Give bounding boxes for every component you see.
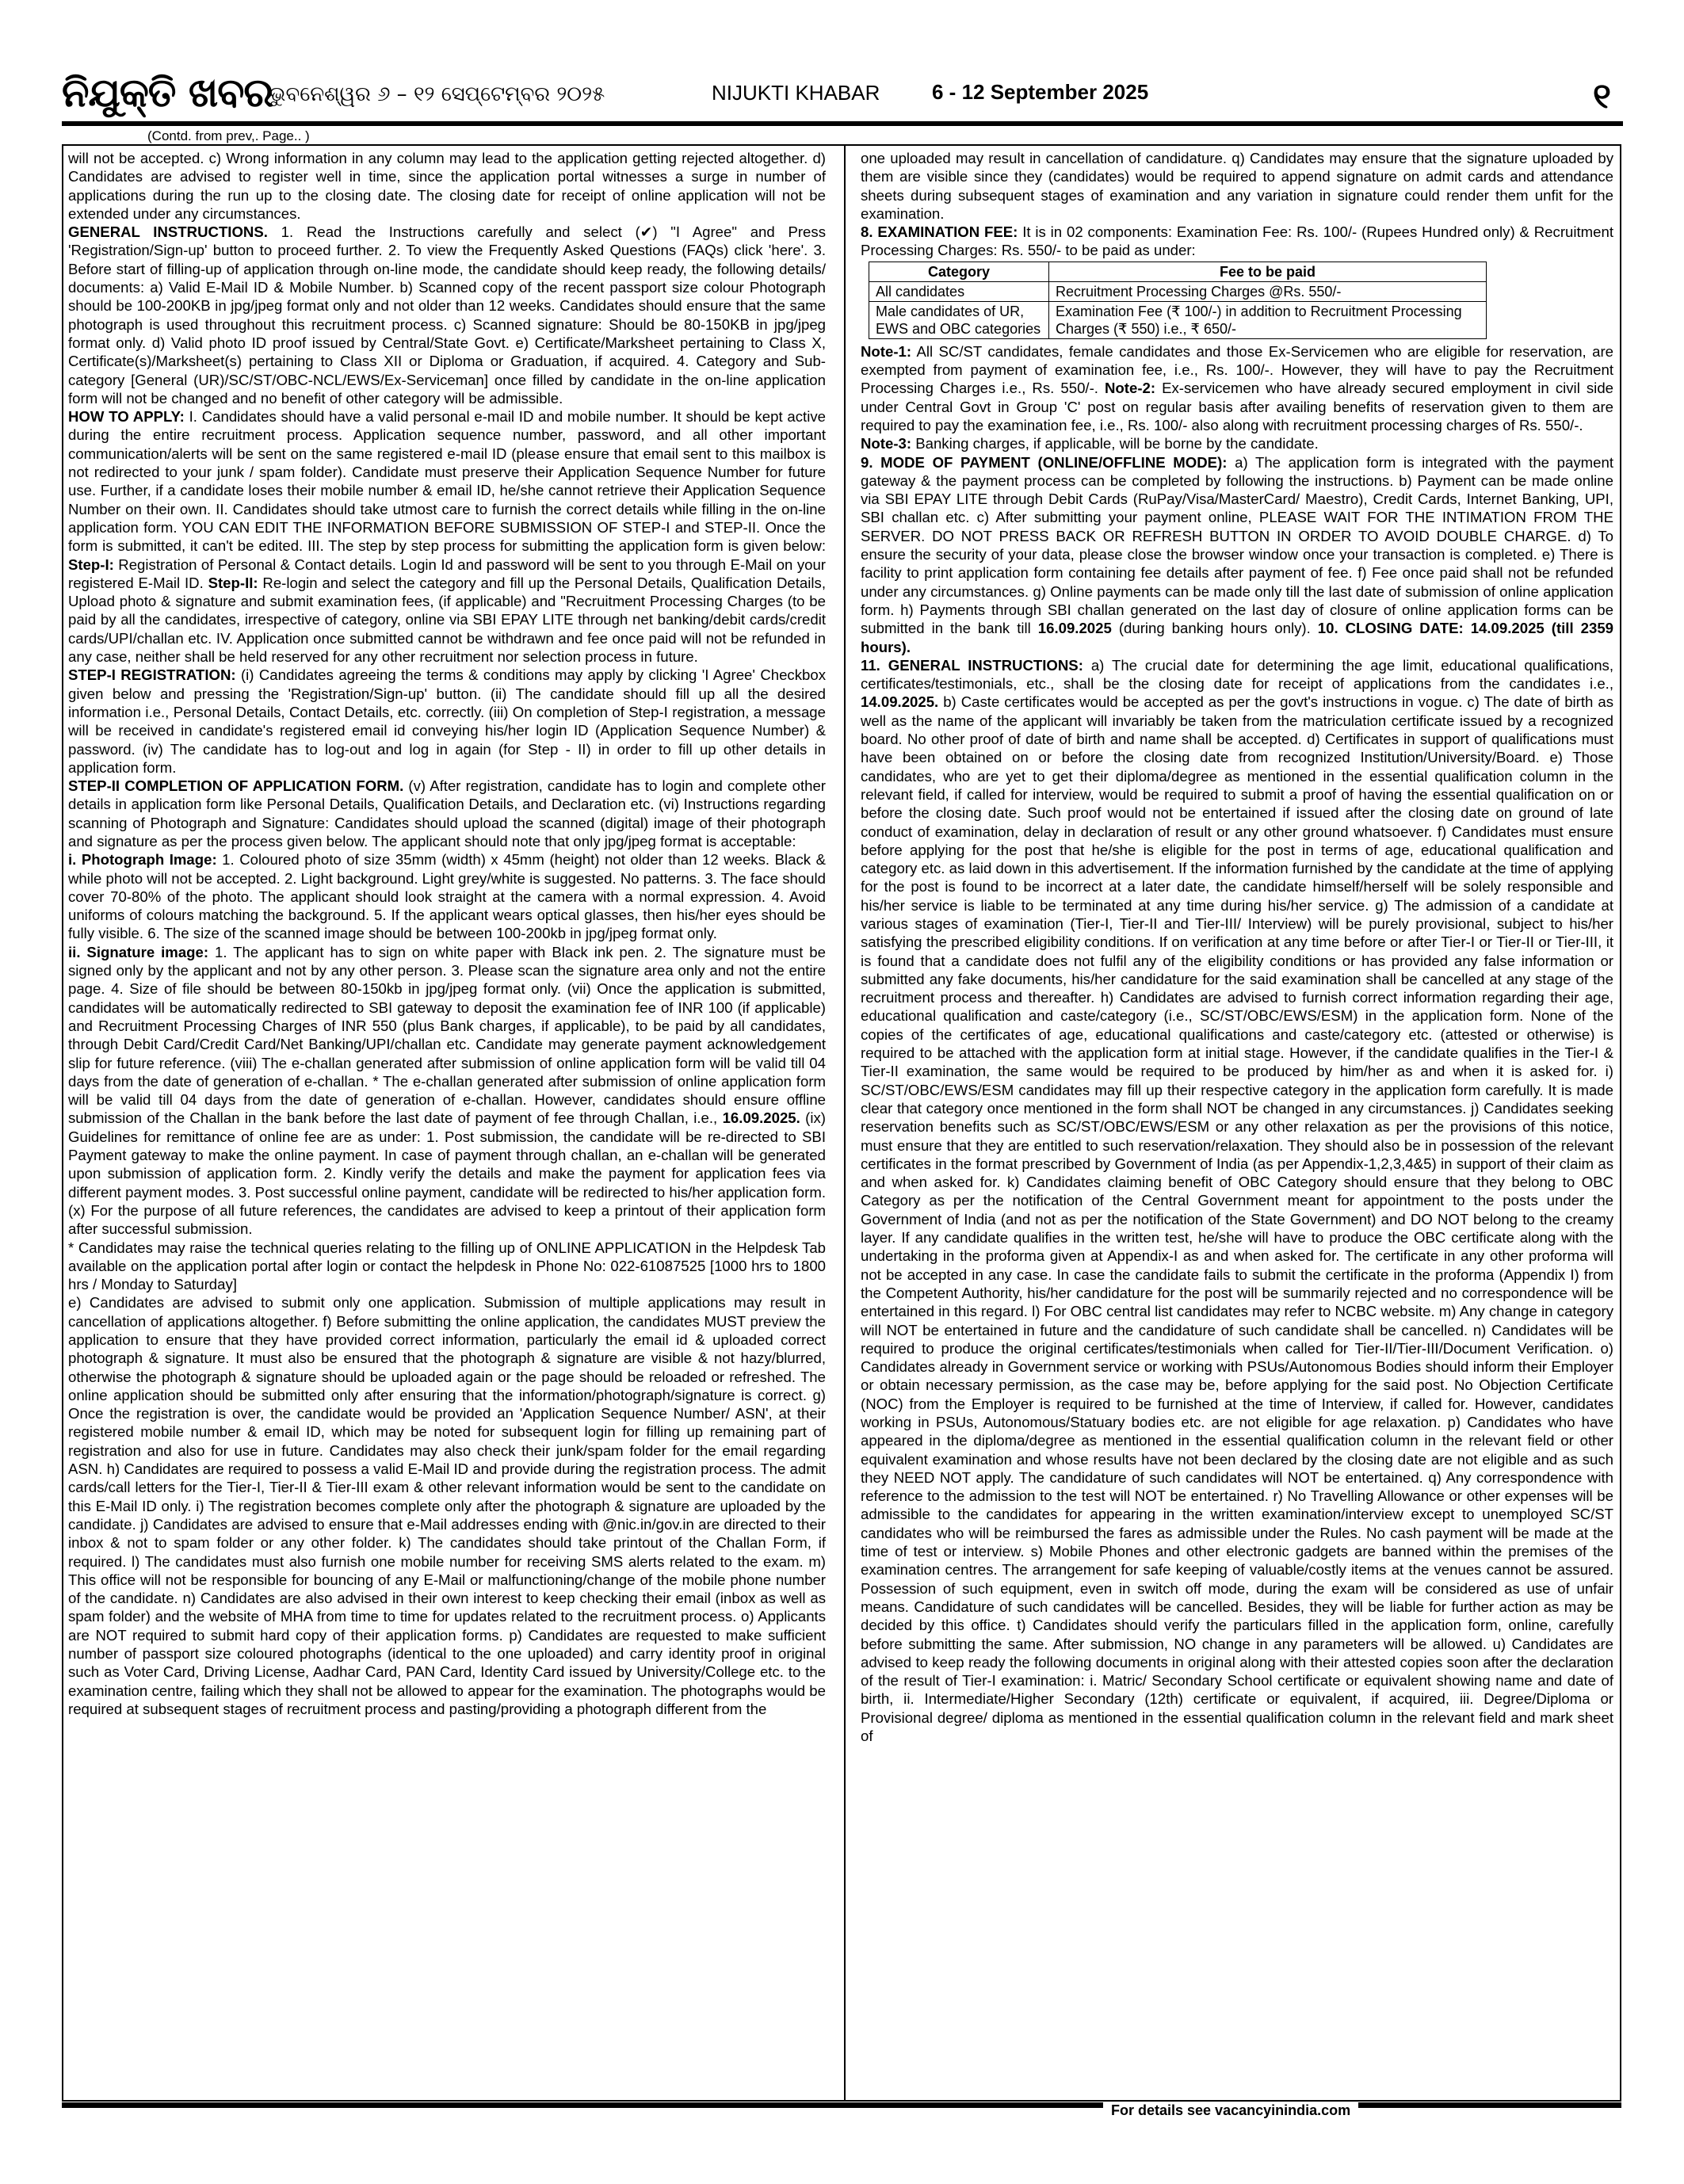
- paragraph-text: 1. The applicant has to sign on white paper with Black ink pen. 2. The signature must be signed only by the applicant and not by any other person. 3. Please scan the signature area only and not the entire page. 4. Size of file should be between 80-150kb in jpg/jpeg format only. (vii) Once the application is submitted, candidates will be automatically redirected to SBI gateway to deposit the examination fee of INR 100 (if applicable) and Recruitment Processing Charges of INR 550 (plus Bank charges, if applicable), to be paid by all candidates, through Debit Card/Credit Card/Net Banking/UPI/challan etc. Candidate may generate payment acknowledgement slip for future reference. (viii) The e-challan generated after submission of online application form will be valid till 04 days from the date of generation of e-challan. * The e-challan generated after submission of online application form will be valid till 04 days from the date of generation of e-challan. However, candidates should ensure offline submission of the Challan in the bank before the last date of payment of fee through Challan, i.e.,: [68, 943, 826, 1127]
- odia-dateline: ଭୁବନେଶ୍ୱର ୬ – ୧୨ ସେପ୍ଟେମ୍ବର ୨୦୨୫: [269, 82, 605, 106]
- paragraph-text: Registration of Personal & Contact details. Login Id and password will be sent to you through E-Mail on your registered E-Mail ID.: [68, 556, 826, 591]
- inline-heading: Step-I:: [68, 556, 114, 573]
- paragraph-text: It is in 02 components: Examination Fee: Rs. 100/- (Rupees Hundred only) & Recruitment Processing Charges: Rs. 550/- to be paid as under:: [861, 223, 1613, 259]
- fee-table: [869, 262, 1487, 339]
- paragraph-text: b) Caste certificates would be accepted as per the govt's instructions in vogue. c) The date of birth as well as the name of the applicant will invariably be taken from the matriculation certificate issued by a recognized board. No other proof of date of birth and name shall be accepted. d) Certificates in support of qualifications must have been obtained on or before the closing date from recognized Institution/University/Board. e) Those candidates, who are yet to get their diploma/degree as mentioned in the essential qualification column in the relevant field, if called for interview, would be required to submit a proof of having the essential qualification on or before the closing date. Such proof would not be entertained if issued after the closing date on ground of late conduct of examination, delay in declaration of result or any other ground whatsoever. f) Candidates must ensure before applying for the post that he/she is eligible for the post in terms of age, educational qualification and category etc. as laid down in this advertisement. If the information furnished by the candidate at the time of applying for the post is found to be incorrect at a later date, the candidate himself/herself will be solely responsible and his/her service is liable to be terminated at any time during his/her service. g) The admission of a candidate at various stages of examination (Tier-I, Tier-II and Tier-III/ Interview) will be purely provisional, subject to his/her satisfying the prescribed eligibility conditions. If on verification at any time before or after Tier-I or Tier-II or Tier-III, it is found that a candidate does not fulfil any of the eligibility conditions or has provided any false information or submitted any fake documents, his/her candidature for the said examination shall be cancelled at any stage of the recruitment process and thereafter. h) Candidates are advised to furnish correct information regarding their age, educational qualification and caste/category (i.e., SC/ST/OBC/EWS/ESM) in the application form. None of the copies of the certificates of age, educational qualifications and caste/category etc. (attested or otherwise) is required to be attached with the application form at initial stage. However, if the candidate qualifies in the Tier-I & Tier-II examination, the same would be required to be produced by him/her as and when it is asked for. i) SC/ST/OBC/EWS/ESM candidates may fill up their respective category in the application form carefully. It is made clear that category once mentioned in the form shall NOT be changed in any circumstances. j) Candidates seeking reservation benefits such as SC/ST/OBC/EWS/ESM or any other relaxation as per the provisions of this notice, must ensure that they are entitled to such reservation/relaxation. They should also be in possession of the relevant certificates in the format prescribed by Government of India (as per Appendix-1,2,3,4&5) in support of their claim as and when asked for. k) Candidates claiming benefit of OBC Category should ensure that they belong to OBC Category as per the notification of the Central Government meant for appointment to the posts under the Government of India (and not as per the notification of the State Government) and DO NOT belong to the creamy layer. If any candidate qualifies in the written test, he/she will have to produce the OBC certificate along with the undertaking in the proforma given at Appendix-I as and when asked for. The certificate in any other proforma will not be accepted in any case. In case the candidate fails to submit the certificate in the proforma (Appendix I) from the Competent Authority, his/her candidature for the post will be summarily rejected and no correspondence will be entertained in this regard. l) For OBC central list candidates may refer to NCBC website. m) Any change in category will NOT be entertained in future and the candidature of such candidate shall be cancelled. n) Candidates will be required to produce the original certificates/testimonials when called for Tier-II/Tier-III/Document Verification. o) Candidates already in Government service or working with PSUs/Autonomous Bodies should inform their Employer or obtain necessary permission, as the case may be, before applying for the said post. No Objection Certificate (NOC) from the Employer is required to be furnished at the time of Interview, if called for. However, candidates working in PSUs, Autonomous/Statuary bodies etc. are not eligible for age relaxation. p) Candidates who have appeared in the diploma/degree as mentioned in the essential qualification column in the relevant field or other equivalent examination and whose results have not been declared by the closing date are not eligible and as such they NEED NOT apply. The candidature of such candidates will NOT be entertained. q) Any correspondence with reference to the admission to the test will NOT be entertained. r) No Travelling Allowance or other expenses will be admissible to the candidates for appearing in the written examination/interview except to unemployed SC/ST candidates who will be reimbursed the fares as admissible under the Rules. No cash payment will be made at the time of test or interview. s) Mobile Phones and other electronic gadgets are banned within the premises of the examination centres. The arrangement for safe keeping of valuable/costly items at the venues cannot be assured. Possession of such equipment, even in switch off mode, during the exam will be considered as use of unfair means. Candidature of such candidates will be cancelled. Besides, they will be liable for further action as may be decided by this office. t) Candidates should verify the particulars filled in the application form, online, carefully before submitting the same. After submission, NO change in any parameters will be allowed. u) Candidates are advised to keep ready the following documents in original along with their attested copies soon after the declaration of the result of Tier-I examination: i. Matric/ Secondary School certificate or equivalent showing name and date of birth, ii. Intermediate/Higher Secondary (12th) certificate or equivalent, if acquired, iii. Degree/Diploma or Provisional degree/ diploma as mentioned in the essential qualification column in the relevant field and mark sheet of: [861, 693, 1613, 1745]
- english-dateline: 6 - 12 September 2025: [932, 80, 1149, 104]
- right-column: [861, 149, 1613, 1745]
- paragraph-text: (during banking hours only).: [1111, 620, 1318, 637]
- table-header-fee: Fee to be paid: [1049, 262, 1487, 281]
- section-heading: 11. GENERAL INSTRUCTIONS:: [861, 656, 1083, 674]
- section-heading: STEP-II COMPLETION OF APPLICATION FORM.: [68, 777, 404, 795]
- section-heading: 9. MODE OF PAYMENT (ONLINE/OFFLINE MODE):: [861, 453, 1228, 471]
- note-heading: Note-3:: [861, 435, 912, 452]
- table-row: [869, 281, 1487, 301]
- paragraph: e) Candidates are advised to submit only one application. Submission of multiple applications may result in cancellation of applications altogether. f) Before submitting the online application, the candidates MUST preview the application to ensure that they have provided correct information, particularly the email id & uploaded correct photograph & signature. It must also be ensured that the photograph & signature are visible & not hazy/blurred, otherwise the photograph & signature should be uploaded again or the page should be reloaded or refreshed. The online application should be submitted only after ensuring that the information/photograph/signature is correct. g) Once the registration is over, the candidate would be provided an 'Application Sequence Number/ ASN', at their registered mobile number & email ID, which may be noted for subsequent login for filling up remaining part of registration and also for use in future. Candidates may also check their junk/spam folder for the email regarding ASN. h) Candidates are required to possess a valid E-Mail ID and provide during the registration process. The admit cards/call letters for the Tier-I, Tier-II & Tier-III exam & other relevant information would be sent to the candidate on this E-Mail ID only. i) The registration becomes complete only after the photograph & signature are uploaded by the candidate. j) Candidates are advised to ensure that e-Mail addresses ending with @nic.in/gov.in are directed to their inbox & not to spam folder or any other folder. k) The candidates should take printout of the Challan Form, if required. l) The candidates must also furnish one mobile number for receiving SMS alerts related to the exam. m) This office will not be responsible for bouncing of any E-Mail or malfunctioning/change of the mobile phone number of the candidate. n) Candidates are also advised in their own interest to keep checking their email (inbox as well as spam folder) and the website of MHA from time to time for updates related to the recruitment process. o) Applicants are NOT required to submit hard copy of their application forms. p) Candidates are requested to make sufficient number of passport size coloured photographs (identical to the one uploaded) and carry identity proof in original such as Voter Card, Driving License, Aadhar Card, PAN Card, Identity Card issued by University/College etc. to the examination centre, failing which they shall not be allowed to appear for the examination. The photographs would be required at subsequent stages of recruitment process and pasting/providing a photograph different from the: [68, 1294, 826, 1717]
- table-cell: Recruitment Processing Charges @Rs. 550/-: [1049, 281, 1487, 301]
- table-header-row: [869, 262, 1487, 281]
- paragraph: [68, 666, 826, 777]
- table-row: [869, 301, 1487, 338]
- paragraph-text: All SC/ST candidates, female candidates and those Ex-Servicemen who are eligible for reservation, are exempted from payment of examination fee, i.e., Rs. 100/-. However, they will have to pay the Recruitment Processing Charges i.e., Rs. 550/-.: [861, 342, 1613, 397]
- inline-heading: Step-II:: [208, 574, 258, 591]
- paragraph: [861, 342, 1613, 434]
- paragraph-text: (ix) Guidelines for remittance of online fee are as under: 1. Post submission, the candidate will be re-directed to SBI Payment gateway to make the online payment. In case of payment through challan, an e-challan will be generated upon submission of application form. 2. Kindly verify the details and make the payment for application fees via different payment modes. 3. Post successful online payment, candidate will be redirected to his/her application form. (x) For the purpose of all future references, the candidates are advised to keep a printout of their application form after successful submission.: [68, 1109, 826, 1238]
- table-header-category: Category: [869, 262, 1049, 281]
- inline-date: 14.09.2025.: [861, 693, 939, 711]
- paragraph: [861, 223, 1613, 260]
- section-heading: GENERAL INSTRUCTIONS.: [68, 223, 268, 241]
- section-heading: HOW TO APPLY:: [68, 408, 185, 426]
- masthead: [0, 0, 1684, 127]
- paragraph: [68, 407, 826, 666]
- inline-date: 16.09.2025: [1037, 620, 1112, 637]
- paragraph-text: (i) Candidates agreeing the terms & conditions may apply by clicking 'I Agree' Checkbox given below and pressing the 'Registration/Sign-up' button. (ii) The candidate should fill up all the desired information i.e., Personal Details, Contact Details, etc. correctly. (iii) On completion of Step-I registration, a message will be received in candidate's registered email id conveying his/her login ID (Application Sequence Number) & password. (iv) The candidate has to log-out and log in again (for Step - II) in order to fill up other details in application form.: [68, 666, 827, 776]
- paragraph-text: (v) After registration, candidate has to login and complete other details in application form like Personal Details, Qualification Details, and Declaration etc. (vi) Instructions regarding scanning of Photograph and Signature: Candidates should upload the scanned (digital) image of their photograph and signature as per the process given below. The applicant should note that only jpg/jpeg format is acceptable:: [68, 777, 826, 850]
- section-heading: ii. Signature image:: [68, 943, 209, 960]
- newspaper-logo: ନିଯୁକ୍ତି ଖବର: [62, 70, 273, 116]
- paragraph: [68, 777, 826, 850]
- column-divider: [844, 144, 846, 2102]
- continued-label: (Contd. from prev,. Page.. ): [141, 128, 316, 145]
- closing-date: 10. CLOSING DATE: 14.09.2025 (till 2359 hours).: [861, 620, 1613, 655]
- paragraph: [861, 434, 1613, 452]
- section-heading: i. Photograph Image:: [68, 851, 217, 869]
- paragraph: * Candidates may raise the technical queries relating to the filling up of ONLINE APPLICATION in the Helpdesk Tab available on the application portal after login or contact the helpdesk in Phone No: 022-61087525 [1000 hrs to 1800 hrs / Monday to Saturday]: [68, 1239, 826, 1293]
- section-heading: 8. EXAMINATION FEE:: [861, 223, 1018, 241]
- paragraph-text: 1. Read the Instructions carefully and select (✔) "I Agree" and Press 'Registration/Sign-up' button to proceed further. 2. To view the Frequently Asked Questions (FAQs) click 'here'. 3. Before start of filling-up of application through on-line mode, the candidate should keep ready, the following details/ documents: a) Valid E-Mail ID & Mobile Number. b) Scanned copy of the recent passport size colour Photograph should be 100-200KB in jpg/jpeg format only and not older than 12 weeks. Candidates should ensure that the same photograph is used throughout this recruitment process. c) Scanned signature: Should be 80-150KB in jpg/jpeg format only. d) Valid photo ID proof issued by Central/State Govt. e) Certificate/Marksheet pertaining to Class X, Certificate(s)/Marksheet(s) pertaining to Class XII or Diploma or Graduation, if acquired. 4. Category and Sub-category [General (UR)/SC/ST/OBC-NCL/EWS/Ex-Serviceman] once filled by candidate in the on-line application form will not be changed and no benefit of other category will be admissible.: [68, 223, 826, 407]
- paragraph: [861, 656, 1613, 1746]
- table-cell: All candidates: [869, 281, 1049, 301]
- table-cell: Examination Fee (₹ 100/-) in addition to Recruitment Processing Charges (₹ 550) i.e., ₹ 650/-: [1049, 301, 1487, 338]
- paragraph-text: Banking charges, if applicable, will be borne by the candidate.: [911, 435, 1319, 452]
- note-heading: Note-1:: [861, 342, 912, 360]
- paragraph-text: a) The crucial date for determining the age limit, educational qualifications, certificates/testimonials, etc., shall be the closing date for receipt of applications from the candidates i.e.,: [861, 656, 1613, 693]
- paragraph: one uploaded may result in cancellation of candidature. q) Candidates may ensure that the signature uploaded by them are visible since they (candidates) would be required to append signature on admit cards and attendance sheets during subsequent stages of examination and any variation in signature could render them unfit for the examination.: [861, 150, 1613, 222]
- footer-rule: [62, 2102, 1621, 2108]
- page-number: ୧: [1593, 76, 1611, 116]
- paragraph: [68, 850, 826, 942]
- footer-note: For details see vacancyinindia.com: [1103, 2102, 1358, 2119]
- paragraph: [861, 453, 1613, 656]
- paper-name: NIJUKTI KHABAR: [712, 81, 880, 105]
- table-cell: Male candidates of UR, EWS and OBC categories: [869, 301, 1049, 338]
- paragraph-text: I. Candidates should have a valid personal e-mail ID and mobile number. It should be kept active during the entire recruitment process. Application sequence number, password, and all other important communication/alerts will be sent on the same registered e-mail ID (please ensure that email sent to this mailbox is not redirected to your junk / spam folder). Candidate must preserve their Application Sequence Number for future use. Further, if a candidate loses their mobile number & email ID, he/she cannot retrieve their Application Sequence Number on their own. II. Candidates should take utmost care to furnish the correct details while filling in the on-line application form. YOU CAN EDIT THE INFORMATION BEFORE SUBMISSION OF STEP-I and STEP-II. Once the form is submitted, it can't be edited. III. The step by step process for submitting the application form is given below:: [68, 408, 826, 555]
- paragraph-text: 1. Coloured photo of size 35mm (width) x 45mm (height) not older than 12 weeks. Black & while photo will not be accepted. 2. Light background. Light grey/white is suggested. No patterns. 3. The face should cover 70-80% of the photo. The applicant should look straight at the camera with a normal expression. 4. Avoid uniforms of colours matching the background. 5. If the applicant wears optical glasses, then his/her eyes should be fully visible. 6. The size of the scanned image should be between 100-200kb in jpg/jpeg format only.: [68, 851, 827, 942]
- paragraph-text: a) The application form is integrated with the payment gateway & the payment process can be completed by following the instructions. b) Payment can be made online via SBI EPAY LITE through Debit Cards (RuPay/Visa/MasterCard/ Maestro), Credit Cards, Internet Banking, UPI, SBI challan etc. c) After submitting your payment online, PLEASE WAIT FOR THE INTIMATION FROM THE SERVER. DO NOT PRESS BACK OR REFRESH BUTTON IN ORDER TO AVOID DOUBLE CHARGE. d) To ensure the security of your data, please close the browser window once your transaction is completed. e) There is facility to print application form containing fee details after payment of fee. f) Fee once paid shall not be refunded under any circumstances. g) Online payments can be made only till the last date of submission of online application form. h) Payments through SBI challan generated on the last day of closure of online application forms can be submitted in the bank till: [861, 453, 1613, 637]
- inline-date: 16.09.2025.: [722, 1109, 800, 1127]
- paragraph-text: Re-login and select the category and fill up the Personal Details, Qualification Details, Upload photo & signature and submit examination fees, (if applicable) and "Recruitment Processing Charges (to be paid by all the candidates, irrespective of category, online via SBI EPAY LITE through net banking/debit cards/credit cards/UPI/challan etc. IV. Application once submitted cannot be withdrawn and fee once paid will not be refunded in any case, neither shall be held reserved for any other recruitment nor selection process in future.: [68, 574, 826, 666]
- paragraph: will not be accepted. c) Wrong information in any column may lead to the application getting rejected altogether. d) Candidates are advised to register well in time, since the application portal witnesses a surge in number of applications during the run up to the closing date. The closing date for receipt of online application will not be extended under any circumstances.: [68, 150, 826, 222]
- paragraph: [68, 223, 826, 407]
- paragraph-text: Ex-servicemen who have already secured employment in civil side under Central Govt in Group 'C' post on regular basis after availing benefits of reservation given to them are required to pay the examination fee, i.e., Rs. 100/- also along with recruitment processing charges of Rs. 550/-.: [861, 380, 1613, 433]
- note-heading: Note-2:: [1105, 380, 1156, 397]
- paragraph: [68, 943, 826, 1239]
- section-heading: STEP-I REGISTRATION:: [68, 666, 236, 684]
- left-column: [68, 149, 826, 1718]
- header-rule: [62, 121, 1623, 126]
